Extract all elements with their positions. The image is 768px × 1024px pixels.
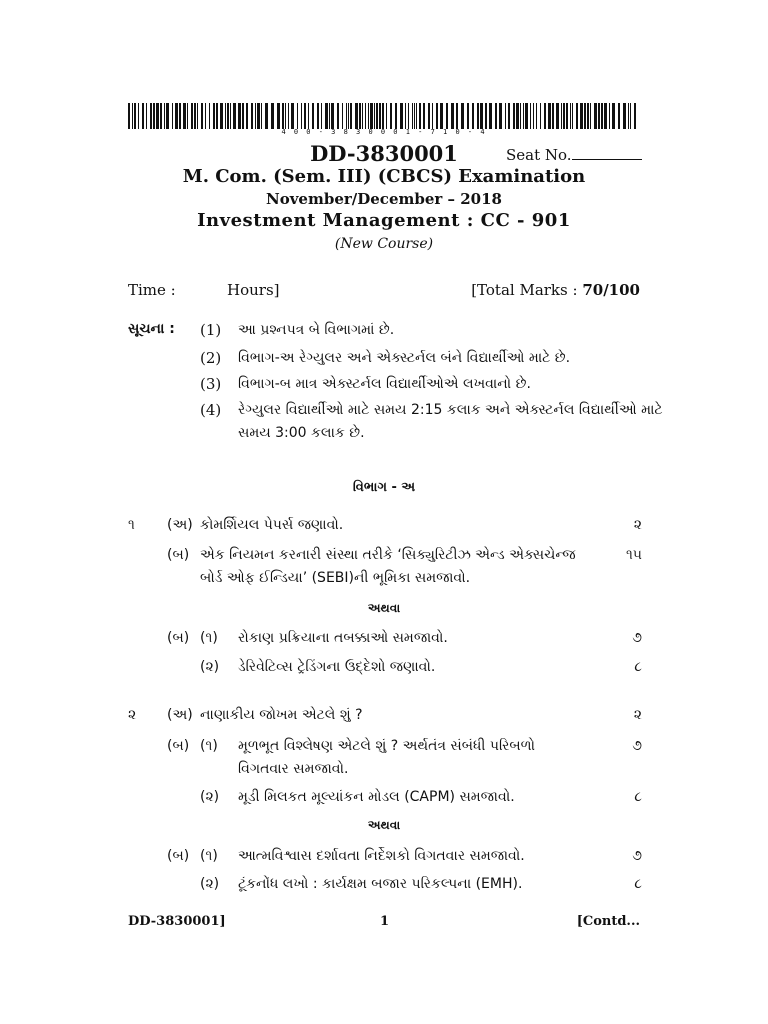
barcode-bar [325, 103, 328, 129]
barcode-digits: 4 0 0 - 3 8 3 0 0 0 1 - 7 1 0 - 4 [281, 128, 487, 136]
barcode-bar [525, 103, 528, 129]
barcode-bar [365, 103, 366, 129]
part-number: (૨) [200, 876, 220, 892]
part-number: (૧) [200, 738, 218, 754]
barcode-bar [153, 103, 155, 129]
barcode-bar [362, 103, 363, 129]
barcode-bar [505, 103, 506, 129]
barcode-bar [598, 103, 600, 129]
subquestion-label: (અ) [167, 517, 193, 533]
total-marks-value: 70/100 [582, 281, 640, 299]
question-text: રોકાણ પ્રક્રિયાના તબક્કાઓ સમજાવો. [238, 630, 448, 646]
barcode-bar [416, 103, 417, 129]
barcode-bar [213, 103, 215, 129]
instruction-text: આ પ્રશ્નપત્ર બે વિભાગમાં છે. [238, 322, 395, 338]
barcode-bar [317, 103, 319, 129]
barcode [128, 103, 640, 131]
barcode-bar [382, 103, 384, 129]
barcode-bar [370, 103, 373, 129]
barcode-bar [576, 103, 578, 129]
or-separator: અથવા [367, 601, 401, 615]
instruction-text-continued: સમય 3:00 કલાક છે. [238, 425, 365, 441]
barcode-bar [368, 103, 369, 129]
barcode-bar [516, 103, 519, 129]
barcode-bar [246, 103, 248, 129]
barcode-bar [355, 103, 358, 129]
instruction-number: (3) [200, 375, 222, 393]
question-text: આત્મવિશ્વાસ દર્શાવતા નિર્દેશકો વિગતવાર સમજાવો. [238, 848, 525, 864]
barcode-bar [194, 103, 196, 129]
barcode-bar [227, 103, 229, 129]
barcode-bar [197, 103, 198, 129]
question-marks: ૭ [632, 738, 642, 754]
barcode-bar [408, 103, 409, 129]
barcode-bar [405, 103, 406, 129]
barcode-bar [346, 103, 347, 129]
barcode-bar [563, 103, 565, 129]
barcode-bar [146, 103, 147, 129]
barcode-bar [580, 103, 583, 129]
question-number: ૧ [128, 517, 135, 533]
question-marks: ૮ [634, 876, 642, 892]
question-text: એક નિયમન કરનારી સંસ્થા તરીકે ‘સિક્યુરિટીઝ એન્ડ એક્સચેન્જ [200, 547, 576, 563]
barcode-bar [523, 103, 524, 129]
barcode-bar [566, 103, 568, 129]
barcode-bar [489, 103, 492, 129]
barcode-bar [187, 103, 188, 129]
barcode-bar [301, 103, 302, 129]
barcode-bar [604, 103, 607, 129]
barcode-bar [297, 103, 298, 129]
barcode-bar [261, 103, 262, 129]
barcode-bar [461, 103, 464, 129]
barcode-bar [230, 103, 231, 129]
barcode-bar [412, 103, 413, 129]
barcode-bar [179, 103, 181, 129]
instruction-text: રેગ્યુલર વિદ્યાર્થીઓ માટે સમય 2:15 કલાક અને એક્સ્ટર્નલ વિદ્યાર્થીઓ માટે [238, 402, 663, 418]
subquestion-label: (બ) [167, 630, 190, 646]
barcode-bar [238, 103, 241, 129]
question-text: નાણાકીય જોખમ એટલે શું ? [200, 707, 363, 723]
barcode-bar [138, 103, 139, 129]
subquestion-label: (બ) [167, 738, 190, 754]
barcode-bar [142, 103, 144, 129]
barcode-bar [572, 103, 573, 129]
barcode-bar [257, 103, 260, 129]
question-marks: ૧૫ [625, 547, 642, 563]
barcode-bar [477, 103, 479, 129]
barcode-bar [446, 103, 448, 129]
barcode-bar [590, 103, 591, 129]
barcode-bar [419, 103, 421, 129]
barcode-bar [132, 103, 133, 129]
barcode-bar [164, 103, 165, 129]
or-separator: અથવા [367, 818, 401, 832]
barcode-bar [331, 103, 334, 129]
barcode-bar [160, 103, 162, 129]
barcode-bar [628, 103, 629, 129]
barcode-bar [618, 103, 620, 129]
barcode-bar [308, 103, 309, 129]
barcode-bar [530, 103, 531, 129]
barcode-bar [359, 103, 361, 129]
question-marks: ૨ [633, 517, 642, 533]
time-label: Time : [128, 281, 176, 299]
barcode-bar [225, 103, 226, 129]
exam-title: M. Com. (Sem. III) (CBCS) Examination [182, 166, 586, 187]
barcode-bar [386, 103, 387, 129]
question-marks: ૮ [634, 659, 642, 675]
paper-code: DD-3830001 [310, 141, 458, 166]
instruction-text: વિભાગ-બ માત્ર એક્સ્ટર્નલ વિદ્યાર્થીઓએ લખવાનો છે. [238, 376, 531, 392]
barcode-bar [201, 103, 203, 129]
barcode-bar [400, 103, 403, 129]
barcode-bar [348, 103, 349, 129]
total-marks [471, 281, 640, 299]
barcode-bar [544, 103, 546, 129]
barcode-bar [251, 103, 253, 129]
instruction-number: (4) [200, 401, 222, 419]
continued-label: [Contd... [576, 914, 640, 929]
barcode-bar [612, 103, 615, 129]
barcode-bar [271, 103, 274, 129]
barcode-bar [134, 103, 136, 129]
barcode-bar [472, 103, 474, 129]
question-marks: ૨ [633, 707, 642, 723]
question-marks: ૮ [634, 789, 642, 805]
barcode-bar [428, 103, 430, 129]
question-text-continued: વિગતવાર સમજાવો. [238, 761, 349, 777]
seat-label: Seat No. [506, 146, 572, 164]
question-text: કોમર્શિયલ પેપર્સ જણાવો. [200, 517, 344, 533]
subquestion-label: (અ) [167, 707, 193, 723]
barcode-bar [630, 103, 631, 129]
barcode-bar [342, 103, 343, 129]
barcode-bar [374, 103, 375, 129]
barcode-bar [587, 103, 589, 129]
seat-number-blank [572, 147, 642, 160]
barcode-bar [304, 103, 306, 129]
part-number: (૨) [200, 659, 220, 675]
barcode-bar [536, 103, 537, 129]
barcode-bar [376, 103, 378, 129]
barcode-bar [265, 103, 268, 129]
barcode-bar [495, 103, 497, 129]
barcode-bar [209, 103, 210, 129]
barcode-bar [414, 103, 415, 129]
part-number: (૧) [200, 848, 218, 864]
barcode-bar [540, 103, 541, 129]
barcode-bar [337, 103, 339, 129]
barcode-bar [456, 103, 458, 129]
barcode-bar [329, 103, 330, 129]
barcode-bar [312, 103, 314, 129]
hours-label: Hours] [227, 281, 280, 299]
course-type: (New Course) [334, 236, 434, 252]
subquestion-label: (બ) [167, 547, 190, 563]
barcode-bar [288, 103, 289, 129]
barcode-bar [480, 103, 483, 129]
barcode-bar [390, 103, 392, 129]
barcode-bar [552, 103, 554, 129]
barcode-bar [556, 103, 559, 129]
total-marks-label: [Total Marks : [471, 281, 578, 299]
subject-title: Investment Management : CC - 901 [197, 210, 571, 231]
barcode-bar [255, 103, 256, 129]
barcode-bar [216, 103, 218, 129]
barcode-bar [379, 103, 381, 129]
barcode-bar [520, 103, 521, 129]
barcode-bar [156, 103, 159, 129]
subquestion-label: (બ) [167, 848, 190, 864]
barcode-bar [499, 103, 502, 129]
barcode-bar [423, 103, 425, 129]
barcode-bar [451, 103, 454, 129]
question-number: ૨ [128, 707, 137, 723]
barcode-bar [623, 103, 626, 129]
barcode-bar [485, 103, 487, 129]
barcode-bar [277, 103, 280, 129]
barcode-bar [172, 103, 173, 129]
barcode-bar [570, 103, 571, 129]
question-marks: ૭ [632, 630, 642, 646]
barcode-bar [128, 103, 130, 129]
barcode-bar [205, 103, 206, 129]
barcode-bar [513, 103, 515, 129]
barcode-bar [436, 103, 438, 129]
question-text-continued: બોર્ડ ઓફ ઈન્ડિયા’ (SEBI)ની ભૂમિકા સમજાવો. [200, 570, 471, 586]
barcode-bar [242, 103, 244, 129]
question-text: ટૂંકનોંધ લખો : કાર્યક્ષમ બજાર પરિકલ્પના (EMH). [238, 876, 523, 892]
barcode-bar [508, 103, 510, 129]
question-text: મૂળભૂત વિશ્લેષણ એટલે શું ? અર્થતંત્ર સંબંધી પરિબળો [238, 738, 536, 754]
question-marks: ૭ [632, 848, 642, 864]
barcode-bar [321, 103, 322, 129]
barcode-bar [584, 103, 586, 129]
barcode-bar [291, 103, 294, 129]
seat-number [506, 146, 642, 164]
barcode-bar [150, 103, 152, 129]
barcode-bar [432, 103, 433, 129]
barcode-bar [561, 103, 562, 129]
barcode-bar [601, 103, 603, 129]
footer-paper-code: DD-3830001] [128, 914, 226, 929]
barcode-bar [285, 103, 286, 129]
part-number: (૨) [200, 789, 220, 805]
instruction-text: વિભાગ-અ રેગ્યુલર અને એક્સ્ટર્નલ બંને વિદ્યાર્થીઓ માટે છે. [238, 350, 571, 366]
question-text: ડેરિવેટિવ્સ ટ્રેડિંગના ઉદ્દેશો જણાવો. [238, 659, 436, 675]
part-number: (૧) [200, 630, 218, 646]
barcode-bar [395, 103, 397, 129]
section-title: વિભાગ - અ [352, 480, 416, 495]
instruction-number: (1) [200, 321, 222, 339]
barcode-bar [175, 103, 178, 129]
instruction-number: (2) [200, 349, 222, 367]
instructions-label: સૂચના : [128, 321, 175, 337]
question-text: મૂડી મિલકત મૂલ્યાંકન મોડલ (CAPM) સમજાવો. [238, 789, 515, 805]
barcode-bar [440, 103, 443, 129]
barcode-bar [233, 103, 236, 129]
barcode-bar [166, 103, 169, 129]
barcode-bar [467, 103, 469, 129]
barcode-bar [634, 103, 636, 129]
page-number: 1 [380, 914, 390, 929]
barcode-bar [282, 103, 284, 129]
barcode-bar [220, 103, 223, 129]
barcode-bar [548, 103, 551, 129]
barcode-bar [533, 103, 534, 129]
barcode-bar [350, 103, 352, 129]
barcode-bar [183, 103, 186, 129]
barcode-bar [594, 103, 597, 129]
exam-session: November/December – 2018 [266, 190, 502, 208]
barcode-bar [191, 103, 193, 129]
barcode-bar [609, 103, 610, 129]
